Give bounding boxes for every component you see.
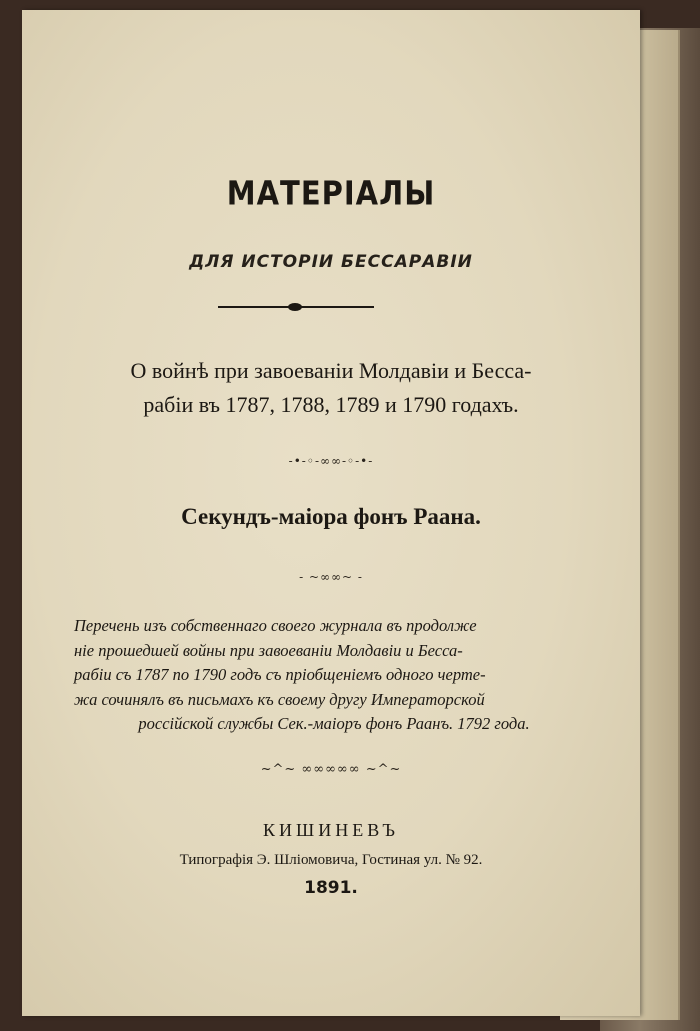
- author-line: Секундъ-маіора фонъ Раана.: [181, 504, 481, 529]
- heading-line-1: О войнѣ при завоеваніи Молдавіи и Бесса-: [130, 358, 532, 383]
- divider-ornament: [288, 303, 302, 311]
- publication-city: КИШИНЕВЪ: [263, 820, 399, 840]
- title-page: [22, 10, 640, 1016]
- description-line-2: ніе прошедшей войны при завоеваніи Молдавіи и Бесса-: [74, 640, 463, 660]
- ornament-3: ~^~ ∞∞∞∞∞ ~^~: [260, 762, 402, 777]
- ornament-1: -•-◦-∞∞-◦-•-: [288, 454, 374, 468]
- description-line-5: россійской службы Сек.-маіоръ фонъ Раанъ. 1792 года.: [138, 714, 530, 733]
- main-heading: [22, 354, 640, 422]
- printing-house: Типографія Э. Шліомовича, Гостиная ул. № 92.: [179, 852, 483, 868]
- heading-line-2: рабіи въ 1787, 1788, 1789 и 1790 годахъ.: [143, 392, 519, 417]
- description-line-4: жа сочинялъ въ письмахъ къ своему другу Императорской: [74, 689, 485, 709]
- publication-year: 1891.: [304, 878, 358, 898]
- description-block: [74, 614, 594, 737]
- description-line-3: рабіи съ 1787 по 1790 годъ съ пріобщеніемъ одного черте-: [74, 665, 486, 684]
- book-subtitle: ДЛЯ ИСТОРІИ БЕССАРАВІИ: [189, 252, 473, 272]
- description-line-1: Перечень изъ собственнаго своего журнала въ продолже: [74, 616, 477, 635]
- ornament-2: - ~∞∞~ -: [299, 570, 363, 584]
- book-title: МАТЕРІАЛЫ: [226, 173, 436, 213]
